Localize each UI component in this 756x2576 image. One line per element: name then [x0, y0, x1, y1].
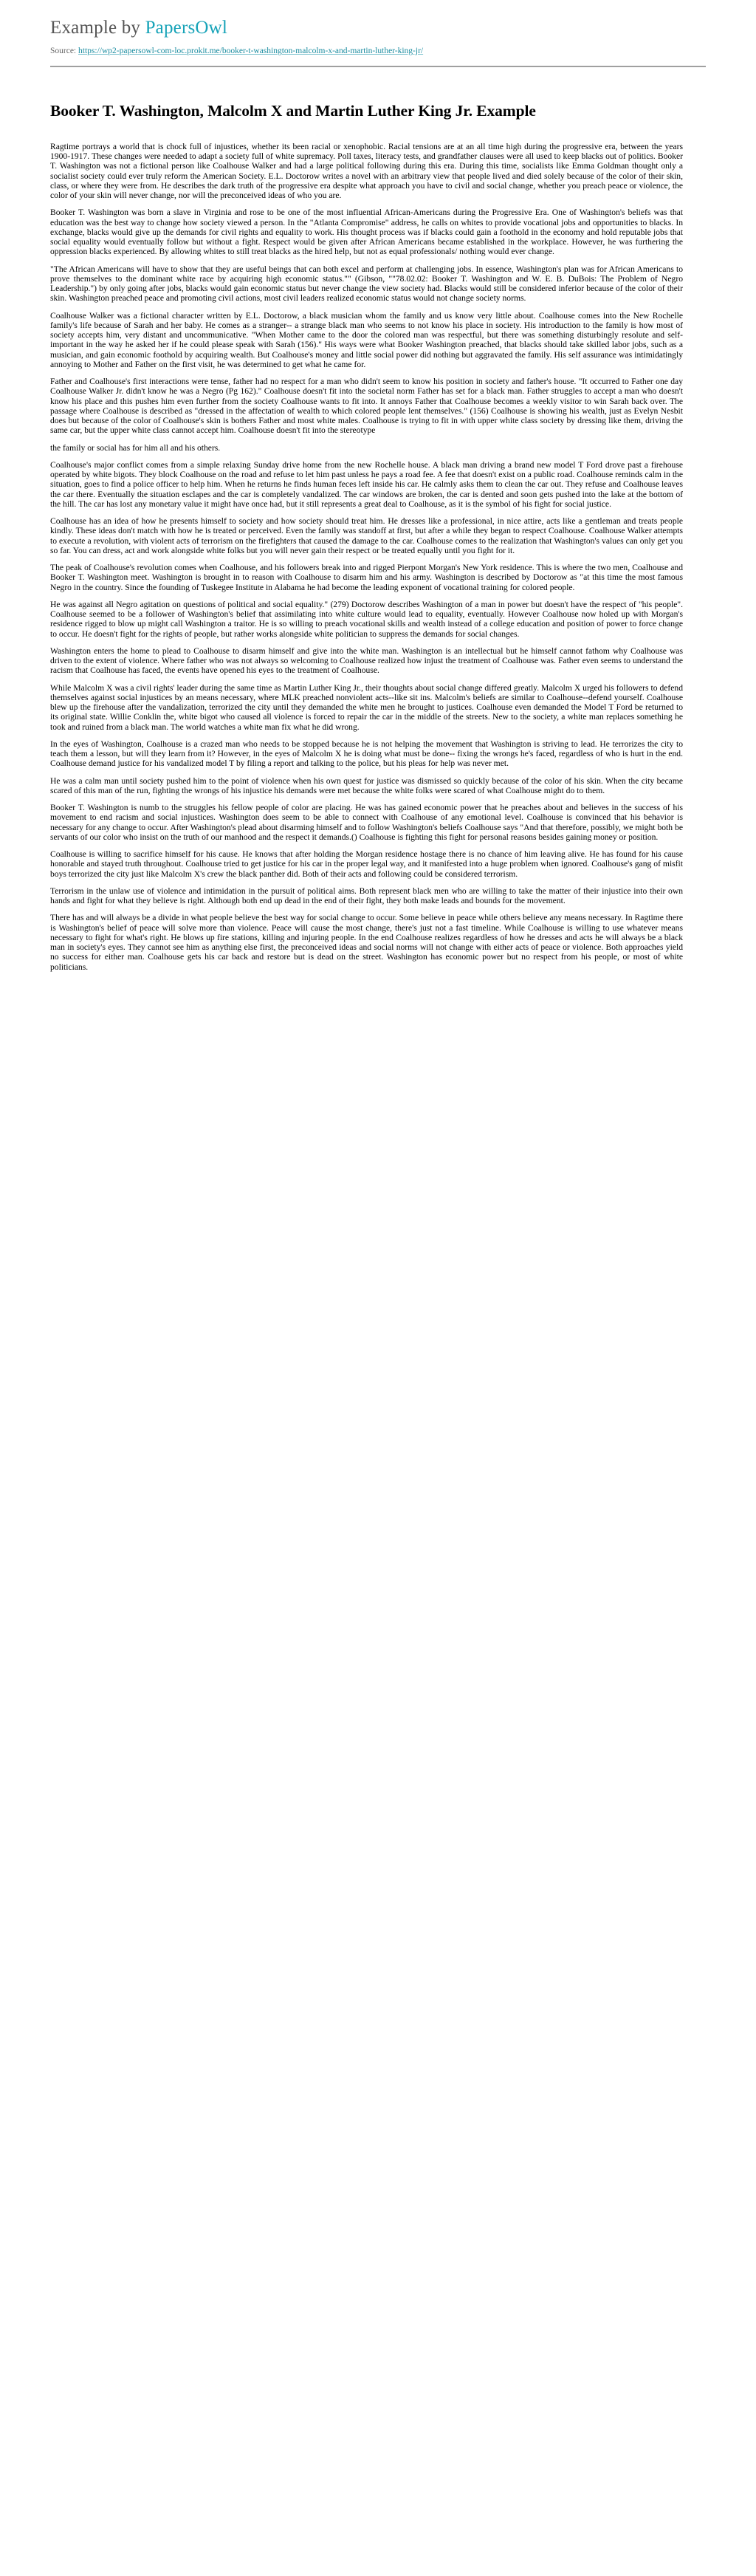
- body-paragraph: Terrorism in the unlaw use of violence and intimidation in the pursuit of political aims. Both represent black men who are willing to take the matter of their injustice into their own hands and fight for what they believe is right. Although both end up dead in the end of their fight, they both make leads and bounds for the movement.: [50, 886, 683, 906]
- body-paragraph: Coalhouse Walker was a fictional character written by E.L. Doctorow, a black musician whom the family and us know very little about. Coalhouse comes into the New Rochelle family's life because of Sarah and her baby. He comes as a stranger-- a strange black man who seems to not know his place in society. His introduction to the family is how most of society accepts him, very distant and uncommunicative. "When Mother came to the door the colored man was respectful, but there was something disturbingly resolute and self-important in the way he asked her if he could please speak with Sarah (156)." His ways were what Booker Washington preached, that blacks should take skilled labor jobs, such as a musician, and gain economic foothold by acquiring wealth. But Coalhouse's money and little social power did nothing but aggravated the family. His self assurance was intimidatingly annoying to Mother and Father on the first visit, he was determined to get what he came for.: [50, 310, 683, 369]
- body-paragraph: He was a calm man until society pushed him to the point of violence when his own quest for justice was dismissed so quickly because of the color of his skin. When the city became scared of this man of the run, fighting the wrongs of his injustice his demands were met because the white folks were scared of what Coalhouse might do to them.: [50, 775, 683, 795]
- body-paragraph: Coalhouse's major conflict comes from a simple relaxing Sunday drive home from the new Rochelle house. A black man driving a brand new model T Ford drove past a firehouse operated by white bigots. They block Coalhouse on the road and refuse to let him past unless he pays a road fee. A fee that doesn't exist on a public road. Coalhouse reminds calm in the situation, goes to find a police officer to help him. When he returns he finds human feces left inside his car. He calmly asks them to clean the car out. They refuse and Coalhouse leaves the car there. Eventually the situation esclapes and the car is completely vandalized. The car windows are broken, the car is dented and soon gets pushed into the lake at the bottom of the hill. The car has lost any monetary value it might have once had, but it still represents a great deal to Coalhouse, as it is the symbol of his fight for social justice.: [50, 459, 683, 509]
- body-paragraph: Booker T. Washington is numb to the struggles his fellow people of color are placing. He was has gained economic power that he preaches about and believes in the success of his movement to end racism and social injustices. Washington does seem to be able to connect with Coalhouse of any emotional level. Coalhouse is convinced that his behavior is necessary for any change to occur. After Washington's plead about disarming himself and to follow Washington's beliefs Coalhouse says "And that therefore, possibly, we might both be servants of our color who insist on the truth of our manhood and the respect it demands.() Coalhouse is fighting this fight for personal reasons besides gaining money or position.: [50, 803, 683, 842]
- source-line: [50, 46, 706, 57]
- paragraph-stack: [50, 142, 683, 972]
- body-paragraph: He was against all Negro agitation on questions of political and social equality." (279) Doctorow describes Washington of a man in power but doesn't have the respect of "his people". Coalhouse seemed to be a follower of Washington's belief that assimilating into white culture would lead to equality, eventually. However Coalhouse now holed up with Morgan's residence rigged to blow up might call Washington a traitor. He is so willing to preach vocational skills and wealth instead of a college education and position of power to force change to occur. He doesn't fight for the rights of people, but rather works alongside white politician to suppress the demands for social changes.: [50, 599, 683, 639]
- body-paragraph: the family or social has for him all and his others.: [50, 442, 221, 453]
- body-paragraph: While Malcolm X was a civil rights' leader during the same time as Martin Luther King Jr., their thoughts about social change differed greatly. Malcolm X urged his followers to defend themselves against social injustices by an means necessary, where MLK preached nonviolent acts--like sit ins. Malcolm's beliefs are similar to Coalhouse--defend yourself. Coalhouse blew up the firehouse after the vandalization, terrorized the city until they demanded the white men he brought to justices. Coalhouse even demanded the Model T Ford be returned to its original state. Willie Conklin the, white bigot who caused all violence is forced to repair the car in the middle of the streets. New to the society, a white man replaces something he took and ruined from a black man. The world watches a white man fix what he did wrong.: [50, 682, 683, 732]
- body-paragraph: Coalhouse has an idea of how he presents himself to society and how society should treat him. He dresses like a professional, in nice attire, acts like a gentleman and treats people kindly. These ideas don't match with how he is treated or perceived. Even the family was standoff at first, but after a while they began to respect Coalhouse. Coalhouse Walker attempts to execute a revolution, with violent acts of terrorism on the firefighters that caused the damage to the car. Coalhouse comes to the realization that Washington's values can only get you so far. You can dress, act and work alongside white folks but you will never gain their respect or be treated equally until you fight for it.: [50, 516, 683, 555]
- page-header: [0, 0, 756, 57]
- body-paragraph: In the eyes of Washington, Coalhouse is a crazed man who needs to be stopped because he is not helping the movement that Washington is striving to lead. He terrorizes the city to teach them a lesson, but will they learn from it? However, in the eyes of Malcolm X he is doing what must be done-- fixing the wrongs he's faced, regardless of who is hurt in the end. Coalhouse demand justice for his vandalized model T by filing a report and talking to the police, but his pleas for help was never met.: [50, 739, 683, 769]
- body-paragraph: Ragtime portrays a world that is chock full of injustices, whether its been racial or xenophobic. Racial tensions are at an all time high during the progressive era, between the years 1900-1917. These changes were needed to adapt a society full of white supremacy. Poll taxes, literacy tests, and grandfather clauses were all used to keep blacks out of politics. Booker T. Washington was not a fictional person like Coalhouse Walker and had a large political following during this era. During this time, socialists like Emma Goldman thought only a socialist society could ever truly reform the American Society. E.L. Doctorow writes a novel with an arbitrary view that people lived and died solely because of the color of their skin, class, or where they were from. He describes the dark truth of the progressive era despite what approach you have to civil and social change, whether you preach peace or violence, the color of your skin will never change, nor will the preconceived ideas of who you are.: [50, 141, 683, 201]
- brand-prefix: Example by: [50, 18, 145, 38]
- header-divider: [50, 66, 706, 67]
- source-label: Source:: [50, 47, 77, 56]
- body-paragraph: Father and Coalhouse's first interactions were tense, father had no respect for a man who didn't seem to know his position in society and father's house. "It occurred to Father one day Coalhouse Walker Jr. didn't know he was a Negro (Pg 162)." Coalhouse doesn't fit into the societal norm Father has set for a black man. Father struggles to accept a man who doesn't know his place and this pushes him even further from the society Coalhouse wants to fit into. It annoys Father that Coalhouse becomes a weekly visitor to win Sarah back over. The passage where Coalhouse is described as "dressed in the affectation of wealth to which colored people lent themselves." (156) Coalhouse is showing his wealth, just as Evelyn Nesbit does but because of the color of Coalhouse's skin is bothers Father and most white males. Coalhouse is trying to fit in with upper white class society by dressing like them, driving the same car, but the upper white class cannot accept him. Coalhouse doesn't fit into the stereotype: [50, 377, 683, 436]
- body-paragraph: The peak of Coalhouse's revolution comes when Coalhouse, and his followers break into and rigged Pierpont Morgan's New York residence. This is where the two men, Coalhouse and Booker T. Washington meet. Washington is brought in to reason with Coalhouse to disarm him and his army. Washington is described by Doctorow as "at this time the most famous Negro in the country. Since the founding of Tuskegee Institute in Alabama he had become the leading exponent of vocational training for colored people.: [50, 563, 683, 592]
- page-title: Booker T. Washington, Malcolm X and Martin Luther King Jr. Example: [50, 102, 536, 120]
- document-content: [0, 100, 756, 972]
- body-paragraph: There has and will always be a divide in what people believe the best way for social change to occur. Some believe in peace while others believe any means necessary. In Ragtime there is Washington's belief of peace will solve more than violence. Peace will cause the most change, there's just not a fast timeline. While Coalhouse is willing to use whatever means necessary to fight for what's right. He blows up fire stations, killing and injuring people. In the end Coalhouse realizes regardless of how he dresses and acts he will always be a black man in society's eyes. They cannot see him as anything else first, the preconceived ideas and social norms will not change with either acts of peace or violence. Both approaches yield no success for either man. Coalhouse gets his car back and restore but is dead on the street. Washington has economic power but no respect from his people, or most of white politicians.: [50, 913, 683, 972]
- body-paragraph: Coalhouse is willing to sacrifice himself for his cause. He knows that after holding the Morgan residence hostage there is no chance of him leaving alive. He has found for his cause honorable and stayed truth throughout. Coalhouse tried to get justice for his car in the proper legal way, and it manifested into a huge problem when ignored. Coalhouse's gang of misfit boys terrorized the city just like Malcolm X's crew the black panther did. Both of their acts and following could be considered terrorism.: [50, 849, 683, 879]
- body-paragraph: Booker T. Washington was born a slave in Virginia and rose to be one of the most influential African-Americans during the Progressive Era. One of Washington's beliefs was that education was the best way to change how society viewed a person. In the "Atlanta Compromise" address, he calls on whites to provide vocational jobs and opportunities to blacks. In exchange, blacks would give up the demands for civil rights and equality to work. His thought process was if blacks could gain a foothold in the economy and hold reputable jobs that social equality would eventually follow but without a fight. Respect would be given after African Americans became established in the workplace. However, he was furthering the oppression blacks experienced. By allowing whites to still treat blacks as the hired help, but not as equal professionals/ nothing would ever change.: [50, 208, 683, 257]
- brand-name: PapersOwl: [145, 18, 228, 38]
- body-paragraph: "The African Americans will have to show that they are useful beings that can both excel and perform at challenging jobs. In essence, Washington's plan was for African Americans to prove themselves to the dominant white race by acquiring high economic status."" (Gibson, ""78.02.02: Booker T. Washington and W. E. B. DuBois: The Problem of Negro Leadership.") by only going after jobs, blacks would gain economic status but never change the view society had. Blacks would still be considered inferior because of the color of their skin. Washington preached peace and promoting civil actions, most civil leaders realized economic status would not change society norms.: [50, 264, 683, 304]
- source-url-link[interactable]: https://wp2-papersowl-com-loc.prokit.me/booker-t-washington-malcolm-x-and-martin-luther-king-jr/: [78, 47, 424, 56]
- brand-title: [50, 16, 706, 39]
- body-paragraph: Washington enters the home to plead to Coalhouse to disarm himself and give into the white man. Washington is an intellectual but he himself cannot fathom why Coalhouse was driven to the extent of violence. Where father who was not always so welcoming to Coalhouse realized how injust the treatment of Coalhouse was. Father even seems to understand the racism that Coalhouse has faced, the events have opened his eyes to the treatment of Coalhouse.: [50, 645, 683, 676]
